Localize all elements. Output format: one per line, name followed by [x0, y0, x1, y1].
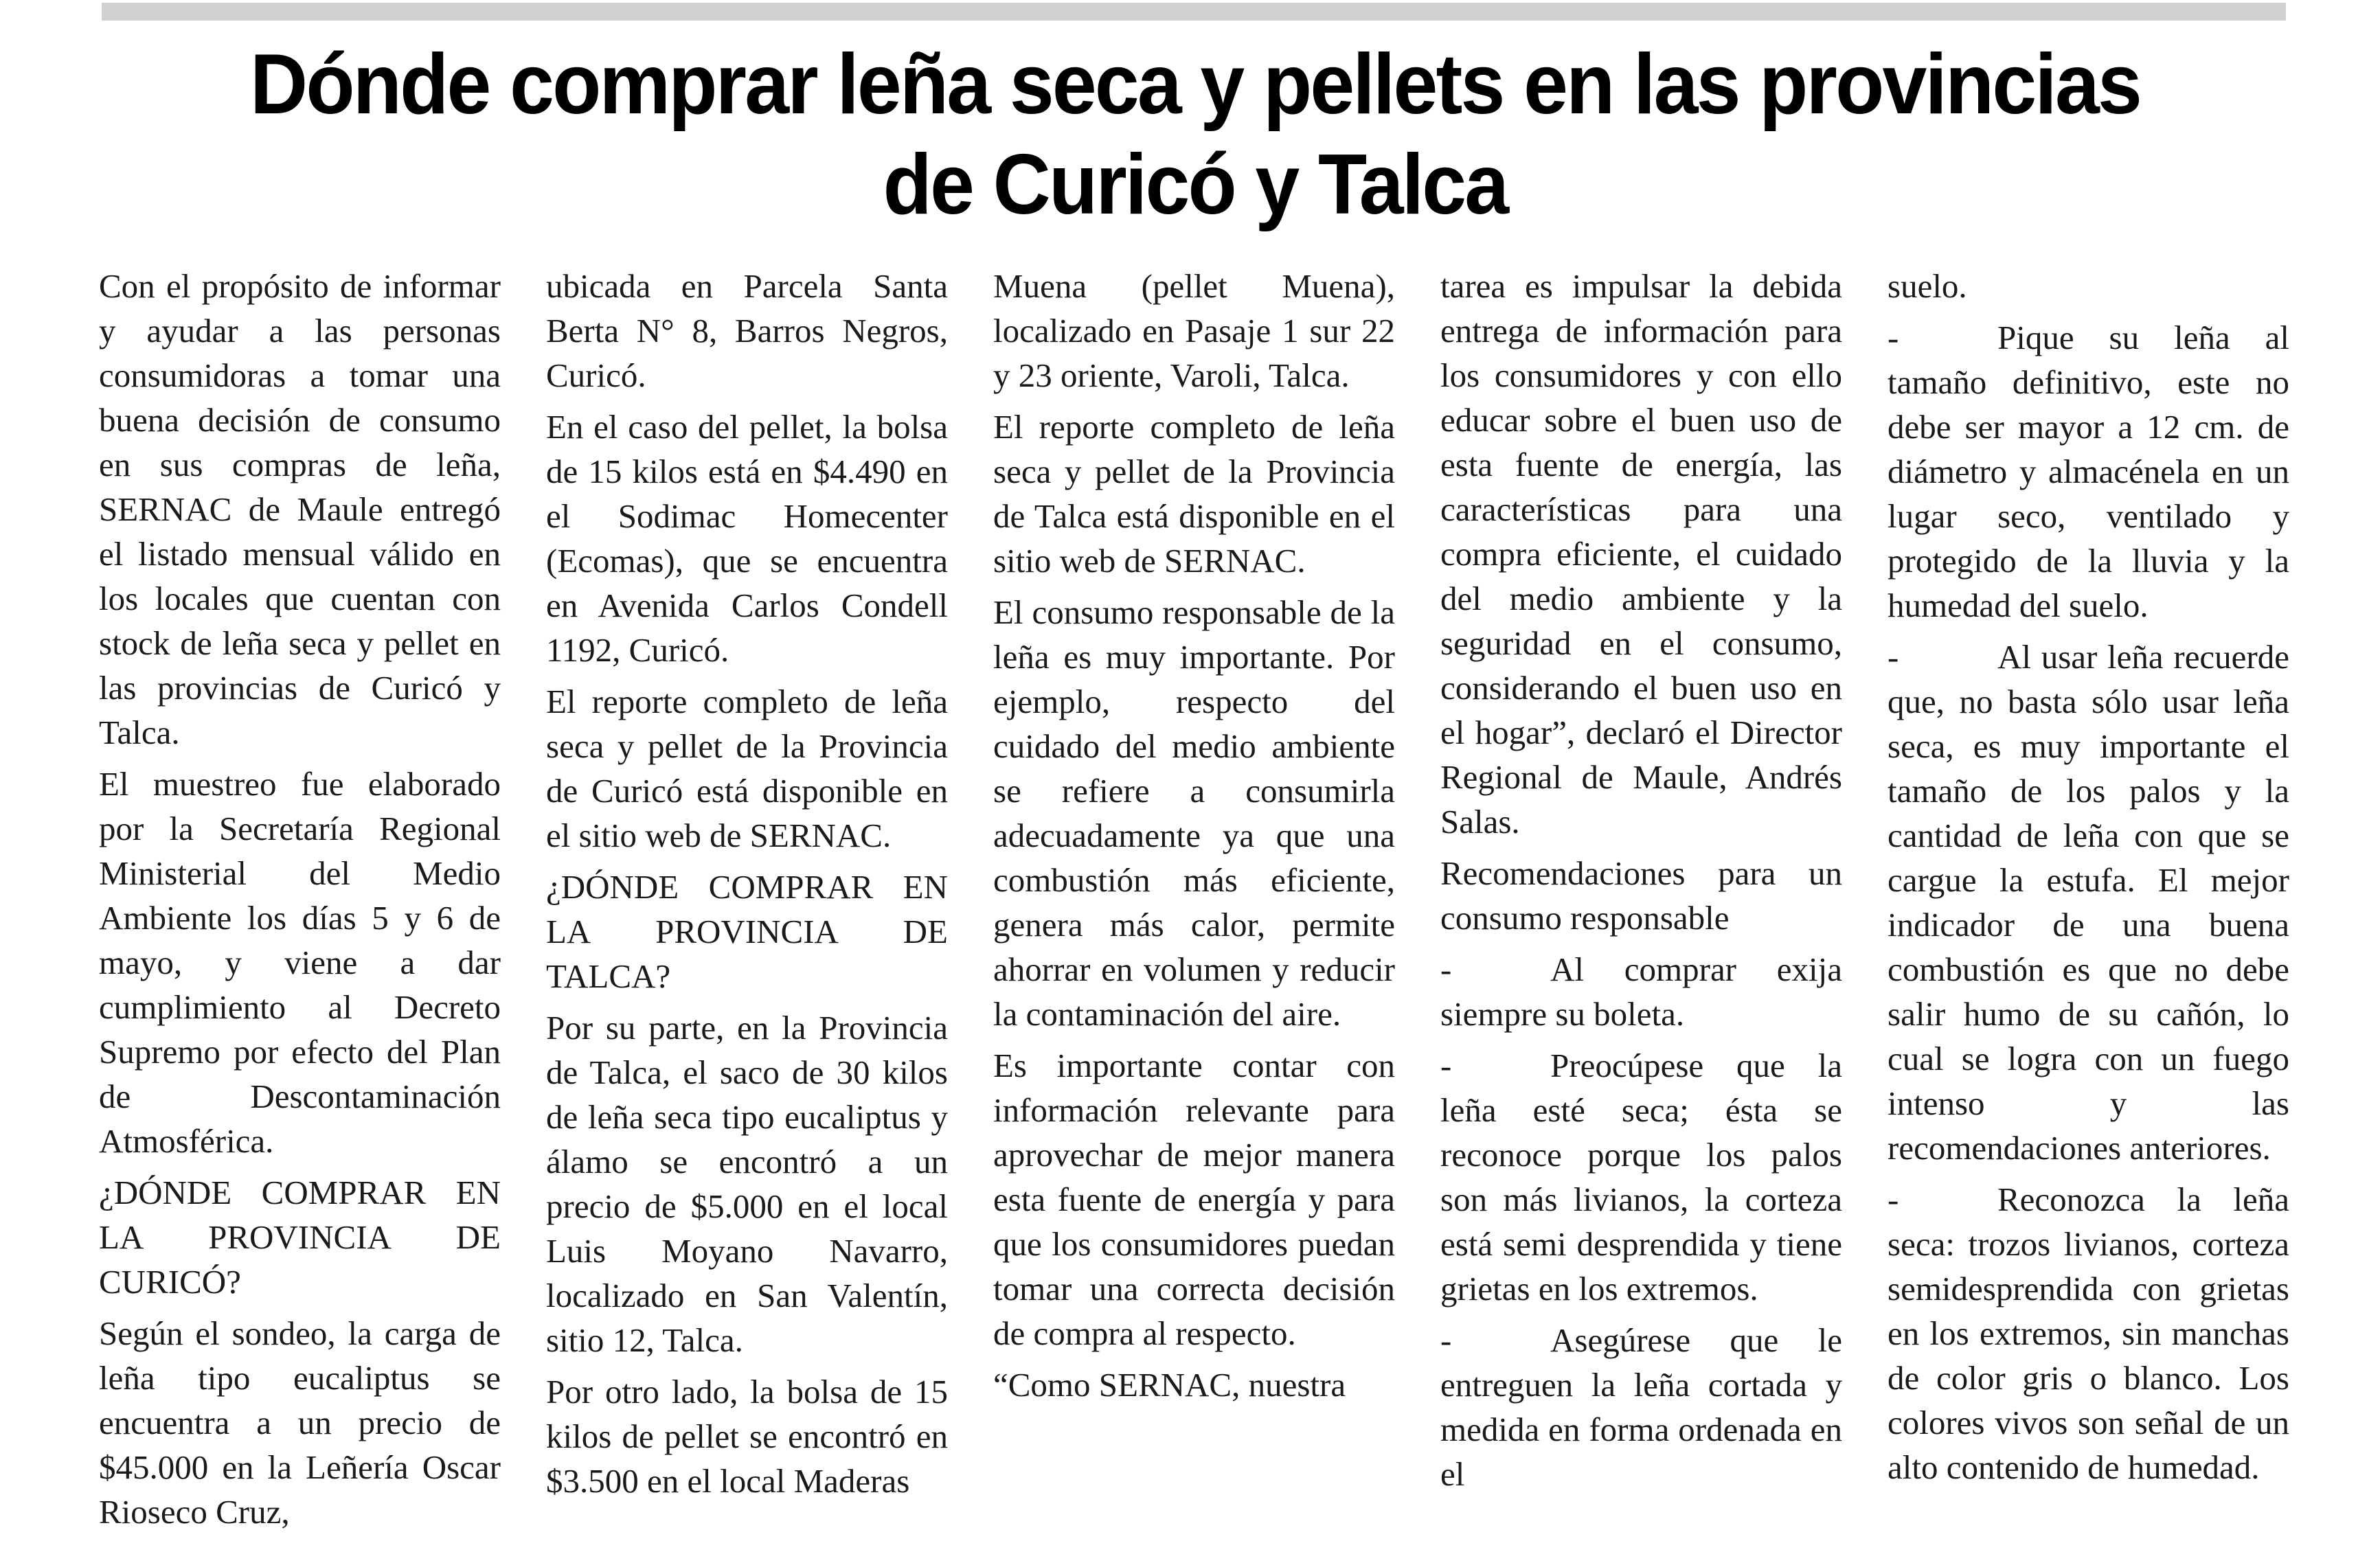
recommendation-item: - Preocúpese que la leña esté seca; ésta se reconoce porque los palos son más livianos, la corteza está semi desprendida y tiene grietas en los extremos. [1440, 1043, 1842, 1311]
paragraph: ubicada en Parcela Santa Berta N° 8, Barros Negros, Curicó. [546, 267, 948, 394]
paragraph: Es importante contar con información relevante para aprovechar de mejor manera esta fuente de energía y para que los consumidores puedan tomar una correcta decisión de compra al respecto. [993, 1047, 1395, 1352]
headline-line-1: Dónde comprar leña seca y pellets en las provincias [250, 37, 2140, 132]
paragraph: Por otro lado, la bolsa de 15 kilos de pellet se encontró en $3.500 en el local Maderas [546, 1373, 948, 1500]
subheading-curico: ¿DÓNDE COMPRAR EN LA PROVINCIA DE CURICÓ? [99, 1174, 501, 1301]
bullet-dash: - [1888, 638, 1899, 676]
recommendation-item: - Pique su leña al tamaño definitivo, este no debe ser mayor a 12 cm. de diámetro y almacénela en un lugar seco, ventilado y protegido de la lluvia y la humedad del suelo. [1888, 315, 2289, 628]
paragraph: Con el propósito de informar y ayudar a las personas consumidoras a tomar una buena decisión de consumo en sus compras de leña, SERNAC de Maule entregó el listado mensual válido en los locales que cuentan con stock de leña seca y pellet en las provincias de Curicó y Talca. [99, 267, 501, 751]
paragraph: Por su parte, en la Provincia de Talca, el saco de 30 kilos de leña seca tipo eucaliptus y álamo se encontró a un precio de $5.000 en el local Luis Moyano Navarro, localizado en San Valentín, sitio 12, Talca. [546, 1009, 948, 1359]
headline-line-2: de Curicó y Talca [883, 137, 1508, 232]
paragraph: El reporte completo de leña seca y pellet de la Provincia de Talca está disponible en el sitio web de SERNAC. [993, 408, 1395, 580]
column-2 [546, 264, 948, 1510]
bullet-dash: - [1440, 950, 1452, 988]
column-3 [993, 264, 1395, 1414]
paragraph: tarea es impulsar la debida entrega de información para los consumidores y con ello educar sobre el buen uso de esta fuente de energía, las características para una compra eficiente, el cuidado del medio ambiente y la seguridad en el consumo, considerando el buen uso en el hogar”, declaró el Director Regional de Maule, Andrés Salas. [1440, 267, 1842, 841]
subheading-talca: ¿DÓNDE COMPRAR EN LA PROVINCIA DE TALCA? [546, 868, 948, 995]
recommendation-item: - Al comprar exija siempre su boleta. [1440, 947, 1842, 1036]
recommendation-item: - Al usar leña recuerde que, no basta sólo usar leña seca, es muy importante el tamaño de los palos y la cantidad de leña con que se cargue la estufa. El mejor indicador de una buena combustión es que no debe salir humo de su cañón, lo cual se logra con un fuego intenso y las recomendaciones anteriores. [1888, 635, 2289, 1170]
column-4 [1440, 264, 1842, 1503]
column-5 [1888, 264, 2289, 1496]
paragraph: Muena (pellet Muena), localizado en Pasaje 1 sur 22 y 23 oriente, Varoli, Talca. [993, 267, 1395, 394]
top-rule [102, 3, 2286, 21]
bullet-dash: - [1440, 1321, 1452, 1359]
column-1 [99, 264, 501, 1541]
paragraph: suelo. [1888, 267, 1967, 305]
paragraph: “Como SERNAC, nuestra [993, 1366, 1346, 1404]
paragraph: El reporte completo de leña seca y pellet de la Provincia de Curicó está disponible en el sitio web de SERNAC. [546, 683, 948, 854]
paragraph: En el caso del pellet, la bolsa de 15 kilos está en $4.490 en el Sodimac Homecenter (Ecomas), que se encuentra en Avenida Carlos Condell 1192, Curicó. [546, 408, 948, 669]
paragraph: El consumo responsable de la leña es muy importante. Por ejemplo, respecto del cuidado del medio ambiente se refiere a consumirla adecuadamente ya que una combustión más eficiente, genera más calor, permite ahorrar en volumen y reducir la contaminación del aire. [993, 593, 1395, 1033]
recommendations-heading: Recomendaciones para un consumo responsable [1440, 854, 1842, 937]
article-headline [162, 34, 2228, 235]
bullet-dash: - [1888, 1180, 1899, 1218]
recommendation-item: - Reconozca la leña seca: trozos livianos, corteza semidesprendida con grietas en los extremos, sin manchas de color gris o blanco. Los colores vivos son señal de un alto contenido de humedad. [1888, 1177, 2289, 1489]
bullet-dash: - [1440, 1047, 1452, 1084]
paragraph: El muestreo fue elaborado por la Secretaría Regional Ministerial del Medio Ambiente los días 5 y 6 de mayo, y viene a dar cumplimiento al Decreto Supremo por efecto del Plan de Descontaminación Atmosférica. [99, 765, 501, 1160]
paragraph: Según el sondeo, la carga de leña tipo eucaliptus se encuentra a un precio de $45.000 en la Leñería Oscar Rioseco Cruz, [99, 1314, 501, 1531]
bullet-dash: - [1888, 319, 1899, 356]
recommendation-item: - Asegúrese que le entreguen la leña cortada y medida en forma ordenada en el [1440, 1318, 1842, 1496]
